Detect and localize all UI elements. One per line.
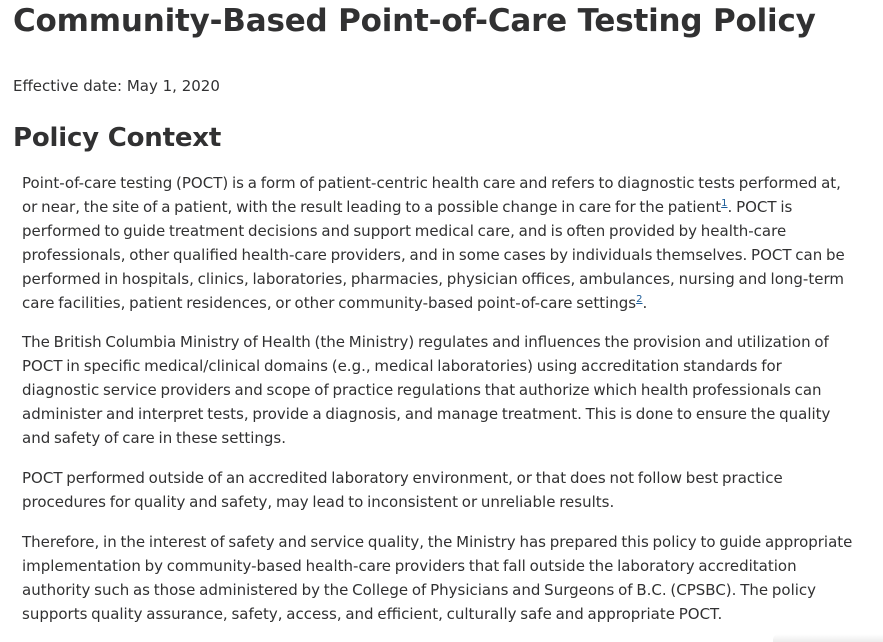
text-line: diagnostic service providers and scope of practice regulations that authorize which health professionals can xyxy=(22,381,822,399)
effective-date: Effective date: May 1, 2020 xyxy=(13,77,220,95)
paragraph-unaccredited-risks xyxy=(22,466,874,514)
text-line: performed to guide treatment decisions and support medical care, and is often provided by health-care xyxy=(22,222,787,240)
section-heading-policy-context: Policy Context xyxy=(13,123,222,153)
text-line: Therefore, in the interest of safety and service quality, the Ministry has prepared this policy to guide appropriate xyxy=(22,533,853,551)
text-line: implementation by community-based health-care providers that fall outside the laboratory accreditation xyxy=(22,557,797,575)
paragraph-policy-purpose xyxy=(22,530,874,626)
page-title: Community-Based Point-of-Care Testing Policy xyxy=(13,3,816,39)
text-line xyxy=(22,195,874,219)
text-line xyxy=(22,291,874,315)
text-segment: care facilities, patient residences, or other community-based point-of-care settings xyxy=(22,294,637,312)
corner-shade xyxy=(773,634,883,642)
footnote-link-2[interactable]: 2 xyxy=(636,294,643,305)
text-segment: . xyxy=(642,294,648,312)
text-line: POCT performed outside of an accredited laboratory environment, or that does not follow best practice xyxy=(22,469,783,487)
text-line: performed in hospitals, clinics, laboratories, pharmacies, physician offices, ambulances, nursing and long-term xyxy=(22,270,844,288)
text-line: supports quality assurance, safety, access, and efficient, culturally safe and appropriate POCT. xyxy=(22,605,723,623)
text-line: and safety of care in these settings. xyxy=(22,429,286,447)
text-segment: . POCT is xyxy=(727,198,793,216)
text-line: procedures for quality and safety, may lead to inconsistent or unreliable results. xyxy=(22,493,615,511)
footnote-link-1[interactable]: 1 xyxy=(721,198,728,209)
text-line: authority such as those administered by the College of Physicians and Surgeons of B.C. (CPSBC). The policy xyxy=(22,581,817,599)
paragraph-poct-definition xyxy=(22,171,874,315)
text-line: The British Columbia Ministry of Health (the Ministry) regulates and influences the provision and utilization of xyxy=(22,333,829,351)
text-segment: or near, the site of a patient, with the result leading to a possible change in care for the patient xyxy=(22,198,722,216)
text-line: Point-of-care testing (POCT) is a form of patient-centric health care and refers to diagnostic tests performed at, xyxy=(22,174,841,192)
text-line: POCT in specific medical/clinical domains (e.g., medical laboratories) using accreditation standards for xyxy=(22,357,782,375)
text-line: professionals, other qualified health-care providers, and in some cases by individuals themselves. POCT can be xyxy=(22,246,845,264)
paragraph-ministry-regulation xyxy=(22,330,874,450)
text-line: administer and interpret tests, provide a diagnosis, and manage treatment. This is done to ensure the quality xyxy=(22,405,831,423)
